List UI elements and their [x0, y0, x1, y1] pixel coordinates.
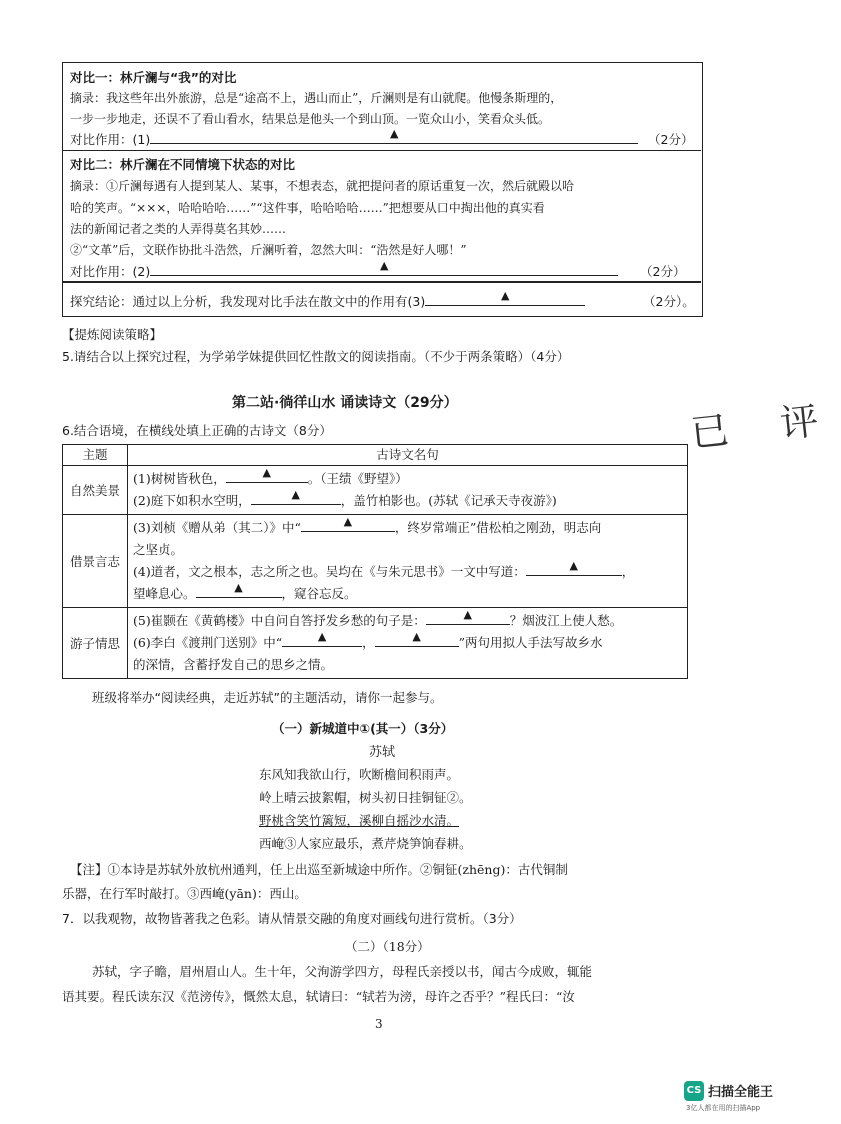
note-line-2: 乐器，在行军时敲打。③西崦(yān)：西山。	[62, 886, 307, 901]
triangle-icon: ▲	[412, 630, 421, 643]
table-row	[128, 515, 688, 608]
c1-effect-row	[70, 127, 638, 148]
station2-title: 第二站·徜徉山水 诵读诗文（29分）	[232, 395, 458, 411]
poem-line-4: 西崦③人家应最乐，煮芹烧笋饷春耕。	[259, 836, 472, 851]
row3-line2c: ”两句用拟人手法写故乡水	[458, 635, 603, 650]
triangle-icon: ▲	[317, 630, 327, 643]
answer-blank-1[interactable]	[226, 466, 308, 483]
row1-line2b: ，盖竹柏影也。(苏轼《记承天寺夜游》)	[340, 493, 557, 508]
answer-blank-7[interactable]	[282, 630, 362, 647]
c1-effect-label: 对比作用：(1)	[70, 132, 151, 147]
answer-blank-3[interactable]	[301, 515, 395, 532]
poem-author: 苏轼	[369, 745, 396, 760]
row3-line2b: ，	[362, 635, 375, 650]
passage-line-1: 苏轼，字子瞻，眉州眉山人。生十年，父洵游学四方，母程氏亲授以书，闻古今成败，辄能	[92, 964, 593, 979]
row3-line2a: (6)李白《渡荆门送别》中“	[133, 635, 283, 650]
poem-line-2: 岭上晴云披絮帽，树头初日挂铜钲②。	[259, 790, 472, 805]
conclusion-row	[70, 289, 585, 310]
row1-line2a: (2)庭下如积水空明，	[133, 493, 251, 508]
page-number: 3	[375, 1017, 383, 1031]
table-row-topic: 借景言志	[63, 515, 128, 608]
note-line-1: 【注】①本诗是苏轼外放杭州通判，任上出巡至新城途中所作。②铜钲(zhēng)：古代铜制	[70, 862, 568, 877]
triangle-icon: ▲	[343, 515, 353, 528]
conclusion-label: 探究结论：通过以上分析，我发现对比手法在散文中的作用有(3)	[70, 294, 426, 309]
answer-blank-c2[interactable]	[150, 259, 618, 276]
poetry-table	[62, 444, 688, 679]
answer-blank-6[interactable]	[426, 608, 510, 625]
triangle-icon: ▲	[234, 581, 243, 594]
triangle-icon: ▲	[463, 608, 472, 621]
c2-title: 对比二：林斤澜在不同情境下状态的对比	[70, 157, 296, 172]
part2-title: （二）（18分）	[345, 939, 430, 954]
question-7: 7．以我观物，故物皆著我之色彩。请从情景交融的角度对画线句进行赏析。（3分）	[62, 911, 522, 926]
c1-excerpt-line1: 摘录：我这些年出外旅游，总是“途高不上，遇山而止”，斤澜则是有山就爬。他慢条斯理的，	[70, 91, 563, 105]
row2-line2: 之坚贞。	[133, 542, 184, 557]
answer-blank-8[interactable]	[375, 630, 459, 647]
poem-title: （一）新城道中①(其一）（3分）	[272, 721, 454, 736]
row2-line1b: ，终岁常端正”借松柏之刚劲，明志向	[394, 520, 602, 535]
row2-line4a: 望峰息心。	[133, 586, 196, 601]
table-row-topic: 自然美景	[63, 466, 128, 515]
row3-line3: 的深情，含蓄抒发自己的思乡之情。	[133, 657, 334, 672]
row1-line1b: 。（王绩《野望》）	[307, 471, 408, 486]
table-header-topic: 主题	[63, 445, 128, 466]
row1-line1a: (1)树树皆秋色，	[133, 471, 226, 486]
double-divider	[62, 281, 701, 283]
scanner-brand: 扫描全能王	[708, 1085, 774, 1100]
row3-line1b: ？烟波江上使人愁。	[509, 613, 623, 628]
triangle-icon: ▲	[500, 289, 510, 302]
triangle-icon: ▲	[569, 559, 578, 572]
triangle-icon: ▲	[262, 466, 271, 479]
triangle-icon: ▲	[389, 127, 399, 140]
c1-score: （2分）	[648, 132, 694, 147]
row2-line3a: (4)道者，文之根本，志之所之也。吴均在《与朱元思书》一文中写道：	[133, 564, 526, 579]
c2-excerpt-line4: ②“文革”后，文联作协批斗浩然，斤澜听着，忽然大叫：“浩然是好人哪！”	[70, 243, 467, 257]
table-row	[128, 608, 688, 679]
c1-title: 对比一：林斤澜与“我”的对比	[70, 70, 237, 85]
table-row	[128, 466, 688, 515]
row2-line3b: ，	[621, 564, 635, 579]
answer-blank-5[interactable]	[196, 581, 282, 598]
table-header-lines: 古诗文名句	[128, 445, 688, 466]
answer-blank-4[interactable]	[526, 559, 622, 576]
table-row-topic: 游子情思	[63, 608, 128, 679]
answer-blank-c1[interactable]	[150, 127, 638, 144]
c2-excerpt-line2: 哈的笑声。“×××，哈哈哈哈……”“这件事，哈哈哈哈……”把想要从口中掏出他的真实看	[70, 201, 545, 215]
passage-line-2: 语其要。程氏读东汉《范滂传》，慨然太息，轼请曰：“轼若为滂，母许之否乎？”程氏曰：“汝	[62, 989, 575, 1004]
poem-line-3-underlined: 野桃含笑竹篱短，溪柳自摇沙水清。	[259, 813, 460, 828]
question-6: 6.结合语境，在横线处填上正确的古诗文（8分）	[62, 423, 332, 438]
handwritten-mark: 已 评	[688, 396, 841, 456]
triangle-icon: ▲	[379, 259, 389, 272]
c1-excerpt-line2: 一步一步地走，还误不了看山看水，结果总是他头一个到山顶。一览众山小，笑看众头低。	[70, 112, 551, 126]
scanner-tagline: 3亿人都在用的扫描App	[686, 1104, 761, 1112]
answer-blank-2[interactable]	[251, 488, 341, 505]
answer-blank-conclusion[interactable]	[425, 289, 585, 306]
conclusion-score: （2分）。	[643, 294, 695, 309]
question-5: 5.请结合以上探究过程，为学弟学妹提供回忆性散文的阅读指南。（不少于两条策略）（4分）	[62, 349, 570, 364]
c2-excerpt-line1: 摘录：①斤澜每遇有人提到某人、某事，不想表态，就把提问者的原话重复一次，然后就殿以哈	[70, 179, 575, 193]
activity-intro: 班级将举办“阅读经典，走近苏轼”的主题活动，请你一起参与。	[92, 690, 443, 705]
scanner-logo-icon: CS	[684, 1081, 704, 1101]
c2-effect-row	[70, 259, 618, 280]
c2-excerpt-line3: 法的新闻记者之类的人弄得莫名其妙……	[70, 222, 287, 236]
c2-effect-label: 对比作用：(2)	[70, 264, 151, 279]
triangle-icon: ▲	[291, 488, 300, 501]
row3-line1a: (5)崔颢在《黄鹤楼》中自问自答抒发乡愁的句子是：	[133, 613, 426, 628]
strategy-heading: 【提炼阅读策略】	[62, 327, 163, 342]
c2-score: （2分）	[640, 264, 686, 279]
row2-line1a: (3)刘桢《赠从弟（其二）》中“	[133, 520, 301, 535]
row2-line4b: ，窥谷忘反。	[281, 586, 357, 601]
divider	[62, 150, 701, 151]
poem-line-1: 东风知我欲山行，吹断檐间积雨声。	[259, 767, 460, 782]
